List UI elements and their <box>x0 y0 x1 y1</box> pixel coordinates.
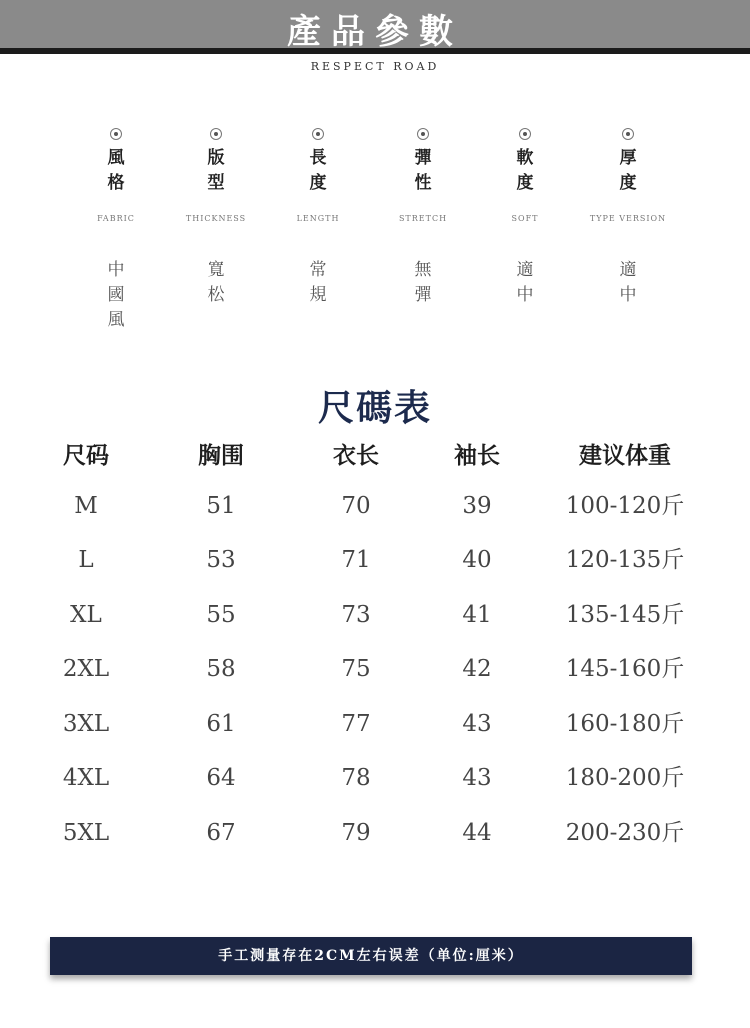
column-header: 建议体重 <box>579 443 671 469</box>
table-cell: 78 <box>341 765 371 791</box>
header-banner <box>0 0 750 54</box>
table-cell: 61 <box>206 711 236 737</box>
param-name: 厚度 <box>619 148 637 193</box>
param-en-label: TYPE VERSION <box>589 214 667 223</box>
table-cell: 71 <box>341 547 371 573</box>
table-header-row <box>0 436 750 476</box>
param-en-label: SOFT <box>511 214 539 223</box>
table-row <box>0 704 750 744</box>
radio-dot-icon <box>110 128 122 140</box>
table-cell: 70 <box>341 493 371 519</box>
table-cell: 4XL <box>62 765 110 791</box>
table-cell: 3XL <box>62 711 110 737</box>
table-cell: 77 <box>341 711 371 737</box>
param-stretch <box>368 128 478 305</box>
radio-dot-icon <box>519 128 531 140</box>
table-cell: 55 <box>206 602 236 628</box>
table-row <box>0 813 750 853</box>
param-name: 軟度 <box>516 148 534 193</box>
product-params <box>0 128 750 348</box>
table-cell: 200-230斤 <box>565 820 685 846</box>
column-header: 袖长 <box>454 443 500 469</box>
table-cell: 180-200斤 <box>565 765 685 791</box>
param-value: 寬松 <box>207 260 225 305</box>
param-value: 中國風 <box>107 260 125 330</box>
table-cell: 58 <box>206 656 236 682</box>
param-softness <box>470 128 580 305</box>
table-cell: 42 <box>462 656 492 682</box>
param-value: 適中 <box>619 260 637 305</box>
column-header: 衣长 <box>333 443 379 469</box>
table-cell: 120-135斤 <box>565 547 685 573</box>
measurement-note: 手工测量存在2CM左右误差（单位:厘米） <box>218 948 524 964</box>
param-name: 彈性 <box>414 148 432 193</box>
table-cell: 73 <box>341 602 371 628</box>
table-cell: 135-145斤 <box>565 602 685 628</box>
table-cell: 75 <box>341 656 371 682</box>
table-cell: 67 <box>206 820 236 846</box>
param-length <box>263 128 373 305</box>
page-title: 產品參數 <box>287 12 463 52</box>
radio-dot-icon <box>622 128 634 140</box>
param-en-label: FABRIC <box>97 214 135 223</box>
param-name: 長度 <box>309 148 327 193</box>
table-row <box>0 758 750 798</box>
table-cell: XL <box>70 602 102 628</box>
table-cell: 39 <box>462 493 492 519</box>
param-value: 無彈 <box>414 260 432 305</box>
table-cell: M <box>74 493 98 519</box>
table-cell: 43 <box>462 765 492 791</box>
table-cell: L <box>78 547 94 573</box>
table-row <box>0 540 750 580</box>
table-cell: 79 <box>341 820 371 846</box>
table-cell: 100-120斤 <box>565 493 685 519</box>
radio-dot-icon <box>312 128 324 140</box>
table-cell: 41 <box>462 602 492 628</box>
table-cell: 40 <box>462 547 492 573</box>
param-value: 常規 <box>309 260 327 305</box>
param-style <box>61 128 171 330</box>
param-en-label: THICKNESS <box>185 214 247 223</box>
param-value: 適中 <box>516 260 534 305</box>
table-cell: 2XL <box>62 656 110 682</box>
table-cell: 160-180斤 <box>565 711 685 737</box>
param-name: 風格 <box>107 148 125 193</box>
table-cell: 44 <box>462 820 492 846</box>
param-fit <box>161 128 271 305</box>
table-cell: 64 <box>206 765 236 791</box>
table-cell: 51 <box>206 493 236 519</box>
param-thickness <box>573 128 683 305</box>
table-cell: 145-160斤 <box>565 656 685 682</box>
table-cell: 43 <box>462 711 492 737</box>
measurement-note-bar <box>50 937 692 975</box>
table-cell: 5XL <box>62 820 110 846</box>
param-en-label: STRETCH <box>398 214 448 223</box>
page-subtitle: RESPECT ROAD <box>310 60 440 73</box>
radio-dot-icon <box>210 128 222 140</box>
column-header: 尺码 <box>63 443 109 469</box>
column-header: 胸围 <box>198 443 244 469</box>
table-row <box>0 595 750 635</box>
param-en-label: LENGTH <box>296 214 340 223</box>
radio-dot-icon <box>417 128 429 140</box>
table-row <box>0 649 750 689</box>
param-name: 版型 <box>207 148 225 193</box>
table-cell: 53 <box>206 547 236 573</box>
table-row <box>0 486 750 526</box>
size-chart-title: 尺碼表 <box>317 387 432 429</box>
